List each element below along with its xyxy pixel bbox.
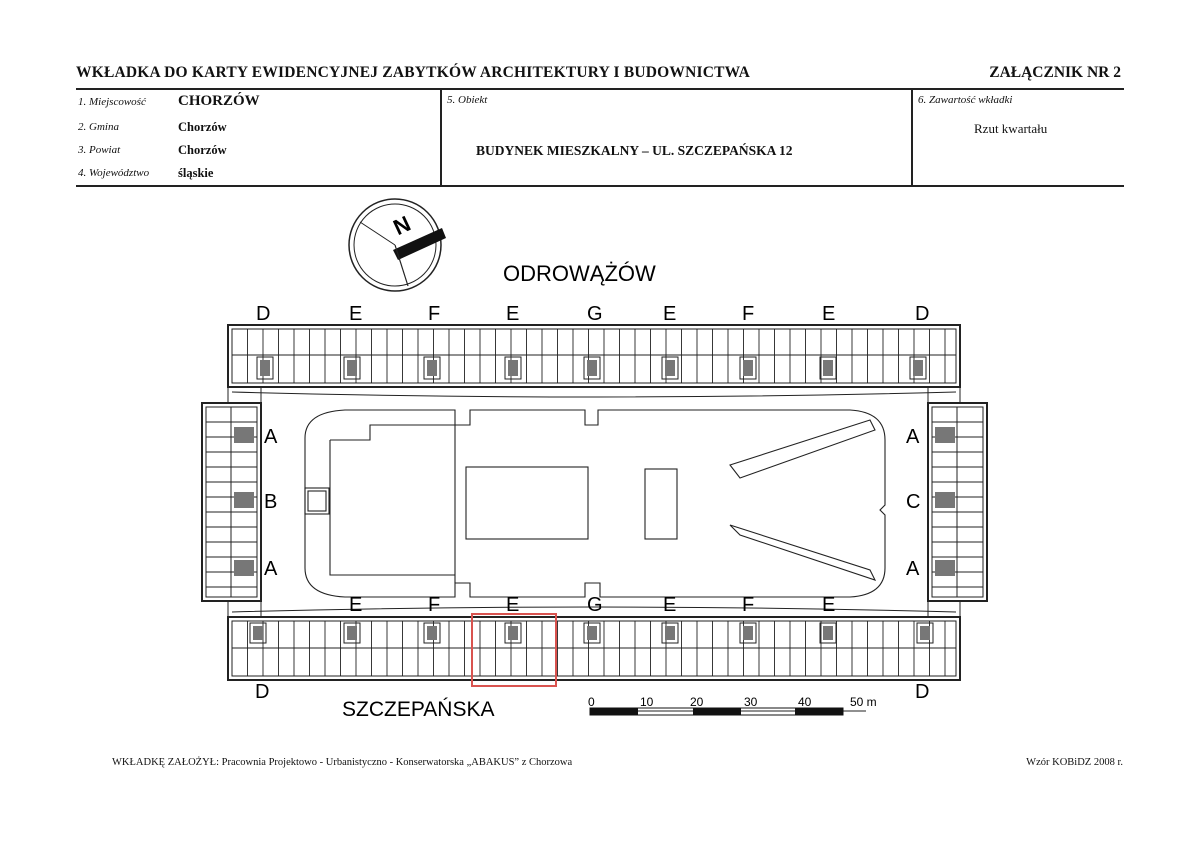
staircase-fill <box>920 626 930 640</box>
document-title: WKŁADKA DO KARTY EWIDENCYJNEJ ZABYTKÓW ARCHITEKTURY I BUDOWNICTWA <box>76 64 751 81</box>
staircase-fill <box>234 427 254 443</box>
staircase-fill <box>665 360 675 376</box>
staircase-label: E <box>506 303 520 325</box>
commune-value: Chorzów <box>178 120 227 134</box>
staircase-label: E <box>349 594 363 616</box>
staircase-label: F <box>742 303 755 325</box>
staircase-label: E <box>663 594 677 616</box>
staircase-label: C <box>906 491 921 513</box>
content-label: 6. Zawartość wkładki <box>918 94 1013 106</box>
staircase-label: E <box>822 303 836 325</box>
scale-tick-label: 0 <box>588 695 595 709</box>
staircase-fill <box>743 626 753 640</box>
staircase-fill <box>743 360 753 376</box>
locality-label: 1. Miejscowość <box>78 96 146 108</box>
voivodeship-value: śląskie <box>178 166 214 180</box>
north-arrow-icon <box>349 199 446 291</box>
staircase-fill <box>347 626 357 640</box>
staircase-label: A <box>906 558 920 580</box>
staircase-fill <box>823 360 833 376</box>
staircase-label: G <box>587 594 603 616</box>
scale-tick-labels <box>588 695 877 709</box>
staircase-label: A <box>906 426 920 448</box>
staircase-fill <box>913 360 923 376</box>
scale-bar <box>590 708 866 715</box>
object-value: BUDYNEK MIESZKALNY – UL. SZCZEPAŃSKA 12 <box>476 143 793 158</box>
scale-tick-label: 50 m <box>850 695 877 709</box>
scale-tick-label: 10 <box>640 695 654 709</box>
left-staircase-labels <box>264 426 278 580</box>
content-value: Rzut kwartału <box>974 121 1048 136</box>
staircase-label: E <box>663 303 677 325</box>
top-building <box>228 325 960 387</box>
north-letter: N <box>389 210 415 241</box>
bottom-left-d-label: D <box>255 681 270 703</box>
scale-tick-label: 30 <box>744 695 758 709</box>
highlighted-building-outline <box>472 614 556 686</box>
staircase-label: B <box>264 491 278 513</box>
top-staircase-labels <box>256 303 929 325</box>
staircase-fill <box>234 560 254 576</box>
voivodeship-label: 4. Województwo <box>78 167 150 179</box>
courtyard <box>305 410 885 597</box>
staircase-fill <box>587 626 597 640</box>
street-bottom-label: SZCZEPAŃSKA <box>342 698 495 721</box>
staircase-fill <box>935 560 955 576</box>
staircase-label: D <box>256 303 271 325</box>
footer-form: Wzór KOBiDZ 2008 r. <box>1026 757 1123 768</box>
staircase-fill <box>260 360 270 376</box>
object-label: 5. Obiekt <box>447 94 488 106</box>
staircase-fill <box>935 427 955 443</box>
bottom-right-d-label: D <box>915 681 930 703</box>
top-building-rooms <box>232 329 945 383</box>
commune-label: 2. Gmina <box>78 121 119 133</box>
staircase-label: G <box>587 303 603 325</box>
staircase-label: E <box>349 303 363 325</box>
staircase-fill <box>935 492 955 508</box>
staircase-label: A <box>264 558 278 580</box>
staircase-fill <box>823 626 833 640</box>
county-label: 3. Powiat <box>78 144 121 156</box>
annex-number: ZAŁĄCZNIK NR 2 <box>989 64 1121 81</box>
staircase-fill <box>508 360 518 376</box>
staircase-label: E <box>822 594 836 616</box>
staircase-label: F <box>742 594 755 616</box>
scale-tick-label: 40 <box>798 695 812 709</box>
staircase-fill <box>427 626 437 640</box>
staircase-label: D <box>915 303 930 325</box>
staircase-fill <box>253 626 263 640</box>
staircase-fill <box>234 492 254 508</box>
county-value: Chorzów <box>178 143 227 157</box>
staircase-fill <box>587 360 597 376</box>
staircase-label: A <box>264 426 278 448</box>
staircase-label: F <box>428 594 441 616</box>
staircase-label: F <box>428 303 441 325</box>
locality-value: CHORZÓW <box>178 93 260 109</box>
footer-author: WKŁADKĘ ZAŁOŻYŁ: Pracownia Projektowo - Urbanistyczno - Konserwatorska „ABAKUS” z Chorzowa <box>112 757 573 768</box>
scale-tick-label: 20 <box>690 695 704 709</box>
right-staircase-labels <box>906 426 920 580</box>
staircase-fill <box>427 360 437 376</box>
staircase-fill <box>347 360 357 376</box>
staircase-fill <box>508 626 518 640</box>
staircase-label: E <box>506 594 520 616</box>
staircase-fill <box>665 626 675 640</box>
street-top-label: ODROWĄŻÓW <box>503 261 656 286</box>
